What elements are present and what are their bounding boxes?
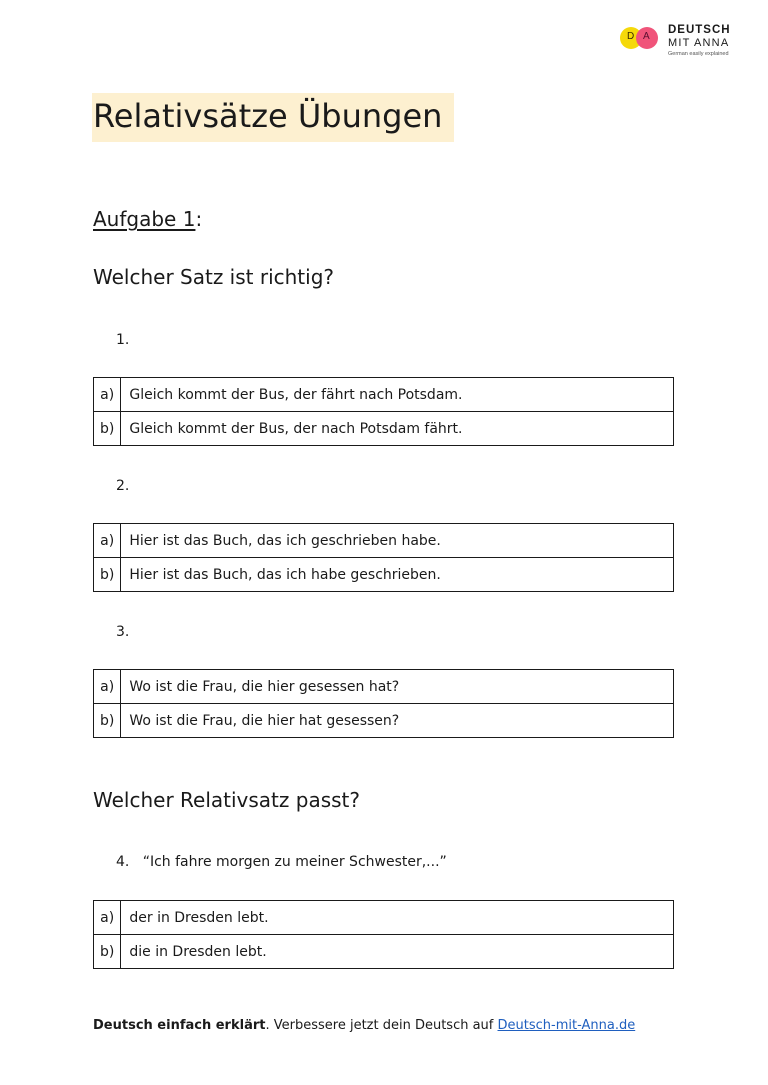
option-text: die in Dresden lebt. bbox=[121, 935, 674, 969]
option-text: Hier ist das Buch, das ich habe geschrieben. bbox=[121, 558, 674, 592]
page-title: Relativsätze Übungen bbox=[93, 97, 443, 135]
exercise-heading-label: Aufgabe 1 bbox=[93, 207, 196, 231]
logo-letter-a: A bbox=[643, 31, 650, 42]
option-row bbox=[94, 670, 674, 704]
footer bbox=[93, 1018, 635, 1033]
option-text: der in Dresden lebt. bbox=[121, 901, 674, 935]
logo-wordmark-line2: MIT ANNA bbox=[668, 37, 730, 49]
option-row bbox=[94, 412, 674, 446]
logo-tagline: German easily explained bbox=[668, 51, 729, 57]
option-label: a) bbox=[94, 524, 121, 558]
option-row bbox=[94, 704, 674, 738]
option-text: Gleich kommt der Bus, der nach Potsdam fährt. bbox=[121, 412, 674, 446]
options-table-4 bbox=[93, 900, 674, 969]
brand-logo bbox=[620, 24, 750, 64]
option-text: Hier ist das Buch, das ich geschrieben habe. bbox=[121, 524, 674, 558]
item-number: 3. bbox=[116, 624, 130, 640]
option-label: b) bbox=[94, 558, 121, 592]
footer-text: . Verbessere jetzt dein Deutsch auf bbox=[265, 1018, 498, 1033]
question-heading-1: Welcher Satz ist richtig? bbox=[93, 265, 335, 289]
exercise-heading-colon: : bbox=[195, 207, 203, 231]
option-row bbox=[94, 378, 674, 412]
option-label: b) bbox=[94, 412, 121, 446]
option-label: a) bbox=[94, 901, 121, 935]
option-label: b) bbox=[94, 935, 121, 969]
item-number: 1. bbox=[116, 332, 130, 348]
logo-wordmark-line1: DEUTSCH bbox=[668, 24, 731, 36]
option-text: Wo ist die Frau, die hier hat gesessen? bbox=[121, 704, 674, 738]
option-row bbox=[94, 901, 674, 935]
option-label: b) bbox=[94, 704, 121, 738]
options-table-3 bbox=[93, 669, 674, 738]
option-text: Gleich kommt der Bus, der fährt nach Potsdam. bbox=[121, 378, 674, 412]
option-row bbox=[94, 935, 674, 969]
options-table-2 bbox=[93, 523, 674, 592]
footer-tagline: Deutsch einfach erklärt bbox=[93, 1018, 266, 1033]
logo-letter-d: D bbox=[627, 31, 635, 42]
item-number: 2. bbox=[116, 478, 130, 494]
option-label: a) bbox=[94, 378, 121, 412]
exercise-heading bbox=[93, 207, 202, 231]
item-prompt-text: “Ich fahre morgen zu meiner Schwester,...” bbox=[142, 854, 447, 870]
options-table-1 bbox=[93, 377, 674, 446]
option-row bbox=[94, 524, 674, 558]
item-number: 4. bbox=[116, 854, 130, 870]
option-label: a) bbox=[94, 670, 121, 704]
question-heading-2: Welcher Relativsatz passt? bbox=[93, 788, 360, 812]
option-row bbox=[94, 558, 674, 592]
footer-website-link[interactable]: Deutsch-mit-Anna.de bbox=[497, 1018, 636, 1033]
item-prompt bbox=[116, 854, 447, 870]
option-text: Wo ist die Frau, die hier gesessen hat? bbox=[121, 670, 674, 704]
